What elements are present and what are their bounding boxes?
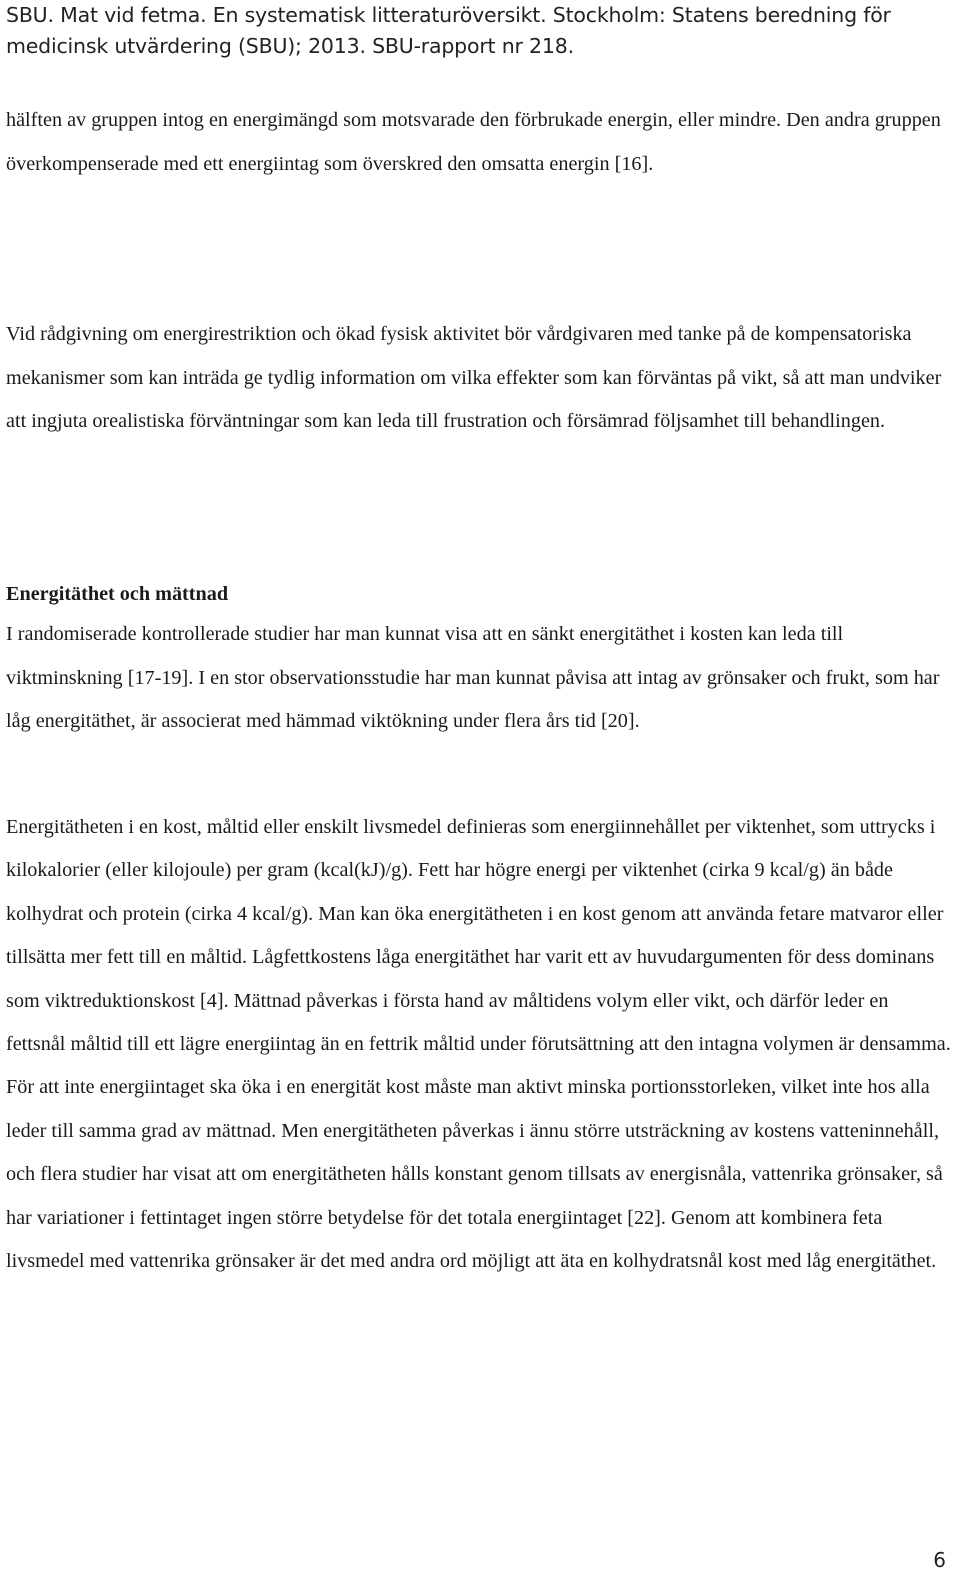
page-number: 6	[933, 1548, 946, 1572]
paragraph-rct-findings: I randomiserade kontrollerade studier har man kunnat visa att en sänkt energitäthet i kosten kan leda till viktminskning [17-19]. I en stor observationsstudie har man kunnat påvisa att intag av grönsaker och frukt, som har låg energitäthet, är associerat med hämmad viktökning under flera års tid [20].	[6, 623, 940, 733]
section-heading: Energitäthet och mättnad	[6, 583, 229, 605]
paragraph-energy-density-definition: Energitätheten i en kost, måltid eller enskilt livsmedel definieras som energiinnehållet per viktenhet, som uttrycks i kilokalorier (eller kilojoule) per gram (kcal(kJ)/g). Fett har högre energi per viktenhet (cirka 9 kcal/g) än både kolhydrat och protein (cirka 4 kcal/g). Man kan öka energitätheten i en kost genom att använda fetare matvaror eller tillsätta mer fett till en måltid. Lågfettkostens låga energitäthet har varit ett av huvudargumenten för dess dominans som viktreduktionskost [4]. Mättnad påverkas i första hand av måltidens volym eller vikt, och därför leder en fettsnål måltid till ett lägre energiintag än en fettrik måltid under förutsättning att den intagna volymen är densamma. För att inte energiintaget ska öka i en energität kost måste man aktivt minska portionsstorleken, vilket inte hos alla leder till samma grad av mättnad. Men energitätheten påverkas i ännu större utsträckning av kostens vatteninnehåll, och flera studier har visat att om energitätheten hålls konstant genom tillsats av energisnåla, vattenrika grönsaker, så har variationer i fettintaget ingen större betydelse för det totala energiintaget [22]. Genom att kombinera feta livsmedel med vattenrika grönsaker är det med andra ord möjligt att äta en kolhydratsnål kost med låg energitäthet.	[6, 816, 951, 1273]
paragraph-counseling-advice: Vid rådgivning om energirestriktion och ökad fysisk aktivitet bör vårdgivaren med tanke på de kompensatoriska mekanismer som kan inträda ge tydlig information om vilka effekter som kan förväntas på vikt, så att man undviker att ingjuta orealistiska förväntningar som kan leda till frustration och försämrad följsamhet till behandlingen.	[6, 323, 942, 433]
paragraph-continuation: hälften av gruppen intog en energimängd som motsvarade den förbrukade energin, eller mindre. Den andra gruppen överkompenserade med ett energiintag som överskred den omsatta energin [16].	[6, 109, 941, 175]
running-header-citation: SBU. Mat vid fetma. En systematisk litteraturöversikt. Stockholm: Statens beredning för medicinsk utvärdering (SBU); 2013. SBU-rapport nr 218.	[6, 3, 891, 58]
